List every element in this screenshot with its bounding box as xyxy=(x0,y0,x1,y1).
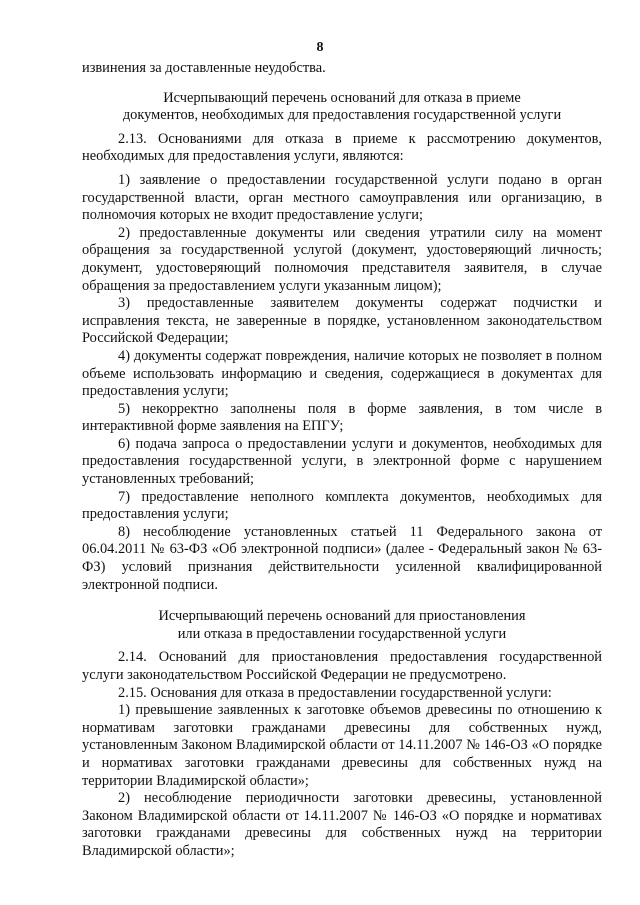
clause-2-15: 2.15. Основания для отказа в предоставлении государственной услуги: xyxy=(118,684,552,701)
clause-2-14: 2.14. Оснований для приостановления предоставления государственной услуги законодательством Российской Федерации не предусмотрено. xyxy=(82,649,602,683)
section-heading-suspension-line-2: или отказа в предоставлении государственной услуги xyxy=(177,625,507,642)
page-number: 8 xyxy=(316,40,324,55)
list-item: 7) предоставление неполного комплекта документов, необходимых для предоставления услуги; xyxy=(82,488,602,523)
list-item: 3) предоставленные заявителем документы содержат подчистки и исправления текста, не заверенные в порядке, установленном законодательством Российской Федерации; xyxy=(82,295,602,347)
section-heading-refusal-reception-line-1: Исчерпывающий перечень оснований для отказа в приеме xyxy=(163,89,521,106)
list-item: 6) подача запроса о предоставлении услуги и документов, необходимых для предоставления государственной услуги, в электронной форме с нарушением установленных требований; xyxy=(82,435,602,488)
continuation-paragraph: извинения за доставленные неудобства. xyxy=(82,60,326,76)
list-item: 2) несоблюдение периодичности заготовки древесины, установленной Законом Владимирской области от 14.11.2007 № 146-ОЗ «О порядке и нормативах заготовки гражданами древесины для собственных нужд на территории Владимирской области»; xyxy=(82,790,602,859)
list-item: 2) предоставленные документы или сведения утратили силу на момент обращения за государственной услугой (документ, удостоверяющий личность; документ, удостоверяющий полномочия представителя заявителя, в случае обращения за предоставлением услуги указанным лицом); xyxy=(82,224,602,294)
list-item: 8) несоблюдение установленных статьей 11 Федерального закона от 06.04.2011 № 63-ФЗ «Об электронной подписи» (далее - Федеральный закон № 63-ФЗ) условий признания действительности усиленной квалифицированной электронной подписи. xyxy=(82,523,602,593)
section-heading-refusal-reception-line-2: документов, необходимых для предоставления государственной услуги xyxy=(122,107,562,124)
clause-2-13: 2.13. Основаниями для отказа в приеме к рассмотрению документов, необходимых для предоставления услуги, являются: xyxy=(82,130,602,165)
section-heading-suspension-line-1: Исчерпывающий перечень оснований для приостановления xyxy=(158,608,526,625)
list-item: 5) некорректно заполнены поля в форме заявления, в том числе в интерактивной форме заявления на ЕПГУ; xyxy=(82,400,602,435)
document-body xyxy=(82,60,602,861)
list-item: 4) документы содержат повреждения, наличие которых не позволяет в полном объеме использовать информацию и сведения, содержащиеся в документах для предоставления услуги; xyxy=(82,347,602,400)
list-item: 1) превышение заявленных к заготовке объемов древесины по отношению к нормативам заготовки гражданами древесины для собственных нужд, установленным Законом Владимирской области от 14.11.2007 № 146-ОЗ «О порядке и нормативах заготовки гражданами древесины для собственных нужд на территории Владимирской области»; xyxy=(82,702,602,789)
list-item: 1) заявление о предоставлении государственной услуги подано в орган государственной власти, орган местного самоуправления или организацию, в полномочия которых не входит предоставление услуги; xyxy=(82,171,602,224)
